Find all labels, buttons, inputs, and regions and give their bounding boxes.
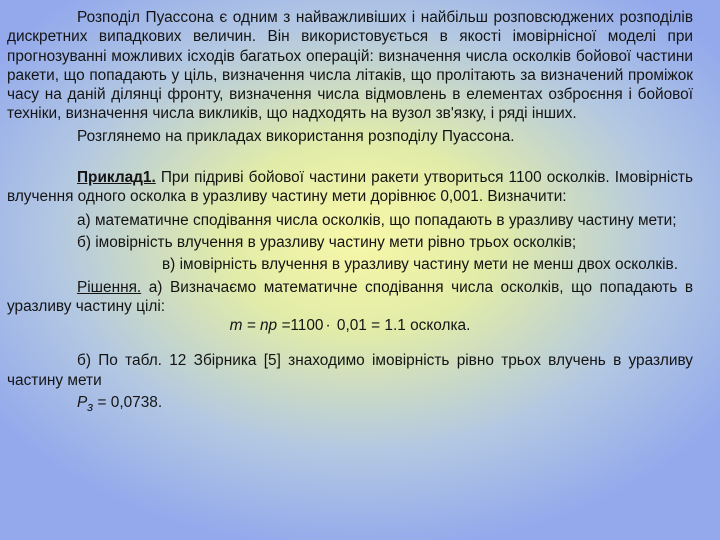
formula-rhs: 0,01 = 1.1 осколка. <box>332 317 471 335</box>
solution-a-text: а) Визначаємо математичне сподівання числа осколків, що попадають в уразливу частину цілі: <box>7 278 693 315</box>
solution-b: б) По табл. 12 Збірника [5] знаходимо імовірність рівно трьох влучень в уразливу частину мети <box>7 352 693 389</box>
slide-content <box>7 8 693 416</box>
solution-a <box>7 278 693 317</box>
consider-line: Розглянемо на прикладах використання розподілу Пуассона. <box>77 127 515 145</box>
formula-lhs: m = np = <box>229 317 291 335</box>
item-a: а) математичне сподівання числа осколків, що попадають в уразливу частину мети; <box>77 211 677 229</box>
example-text: При підриві бойової частини ракети утвориться 1100 осколків. Імовірність влучення одного осколка в уразливу частину мети дорівнює 0,001. Визначити: <box>7 169 693 206</box>
formula-dot: · <box>325 317 331 335</box>
solution-label: Рішення. <box>77 278 142 296</box>
formula-line <box>7 316 693 335</box>
item-c: в) імовірність влучення в уразливу частину мети не менш двох осколків. <box>162 256 678 274</box>
p-result <box>7 393 693 416</box>
item-b: б) імовірність влучення в уразливу частину мети рівно трьох осколків; <box>77 233 577 251</box>
p-symbol: P <box>77 394 88 412</box>
formula-n: 1100 <box>290 317 324 335</box>
p-value: = 0,0738. <box>93 394 163 412</box>
example-title: Приклад1. <box>77 169 156 187</box>
example-statement <box>7 168 693 207</box>
intro-paragraph: Розподіл Пуассона є одним з найважливіших і найбільш розповсюджених розподілів дискретних випадкових величин. Він використовується в якості імовірнісної моделі при прогнозуванні можливих ісходів багатьох операцій: визначення числа осколків бойової частини ракети, що попадають у ціль, визначення числа літаків, що пролітають за визначений проміжок часу на даній ділянці фронту, визначення числа відмовлень в елементах озброєння і бойової техніки, визначення числа викликів, що надходять на вузол зв'язку, і ряді інших. <box>7 9 693 123</box>
p-subscript: з <box>87 399 94 415</box>
